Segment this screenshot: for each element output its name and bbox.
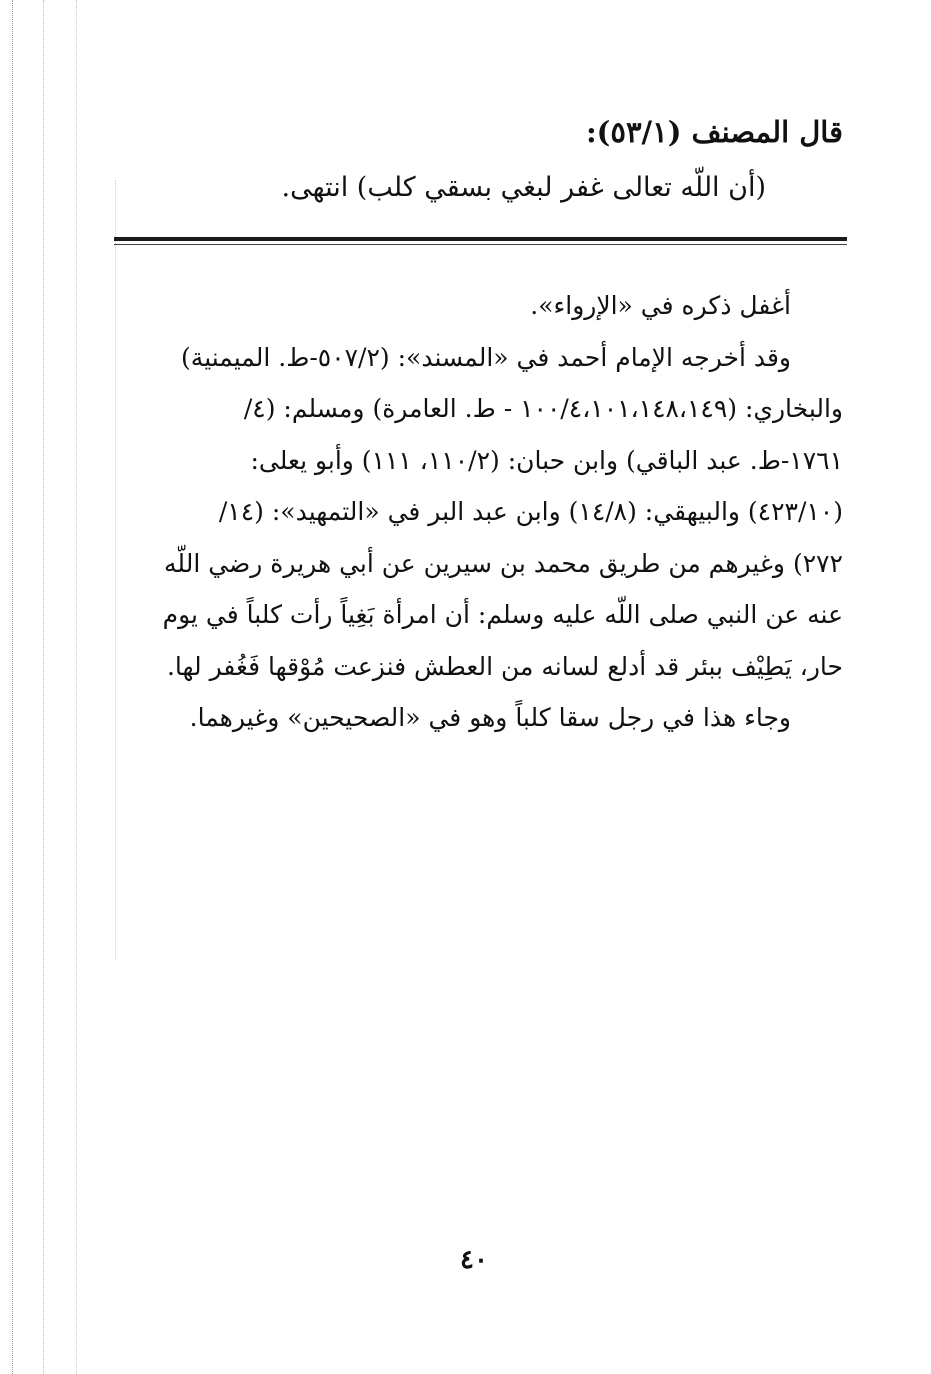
scan-artifact-line	[43, 0, 44, 1374]
scan-artifact-line	[76, 0, 77, 1374]
paragraph-line: والبخاري: (١٠٠/٤،١٠١،١٤٨،١٤٩ - ط. العامرة) ومسلم: (٤/	[243, 394, 843, 423]
scan-artifact-line	[12, 0, 13, 1374]
divider-thin	[114, 244, 847, 245]
paragraph-line: وجاء هذا في رجل سقا كلباً وهو في «الصحيحين» وغيرهما.	[189, 703, 791, 732]
paragraph-line: عنه عن النبي صلى اللّه عليه وسلم: أن امرأة بَغِياً رأت كلباً في يوم	[162, 600, 843, 629]
paragraph-line: حار، يَطِيْف ببئر قد أدلع لسانه من العطش فنزعت مُوْقها فَغُفر لها.	[166, 651, 843, 681]
page-number: ٤٠	[460, 1245, 488, 1275]
paragraph-line: ١٧٦١-ط. عبد الباقي) وابن حبان: (١١٠/٢، ١١١) وأبو يعلى:	[250, 445, 843, 475]
paragraph-line: ٢٧٢) وغيرهم من طريق محمد بن سيرين عن أبي هريرة رضي اللّه	[164, 548, 843, 578]
paragraph-line: (٤٢٣/١٠) والبيهقي: (١٤/٨) وابن عبد البر في «التمهيد»: (١٤/	[218, 497, 843, 526]
paragraph-line: وقد أخرجه الإمام أحمد في «المسند»: (٥٠٧/٢-ط. الميمنية)	[181, 342, 791, 372]
commentary-body	[103, 280, 843, 744]
paragraph-line: أغفل ذكره في «الإرواء».	[530, 291, 791, 320]
divider-thick	[114, 237, 847, 241]
section-heading: قال المصنف (٥٣/١):	[585, 115, 843, 149]
quoted-statement: (أن اللّه تعالى غفر لبغي بسقي كلب) انتهى.	[281, 172, 766, 203]
